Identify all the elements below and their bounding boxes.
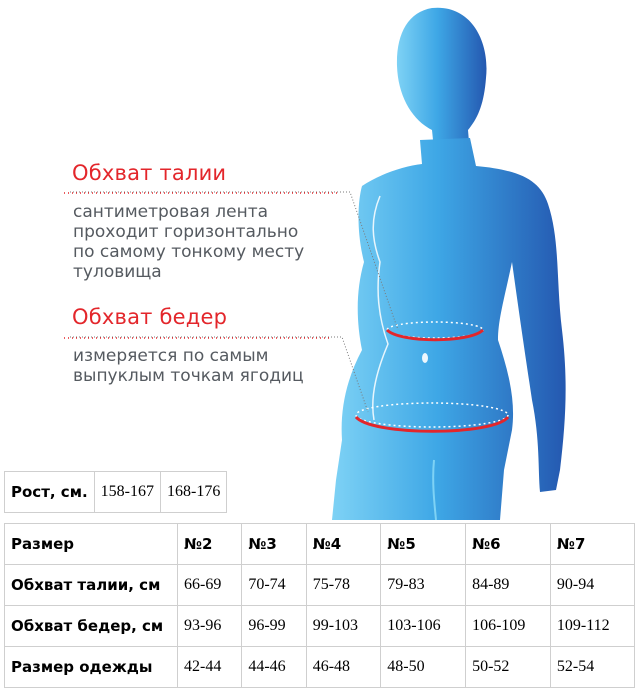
table-cell: 99-103 bbox=[306, 606, 381, 647]
table-cell: №5 bbox=[381, 524, 466, 565]
table-cell: 48-50 bbox=[381, 647, 466, 688]
waist-description-line: сантиметровая лента bbox=[73, 202, 269, 222]
head-shape bbox=[397, 8, 487, 160]
height-table bbox=[4, 471, 227, 513]
row-label: Обхват бедер, см bbox=[5, 606, 178, 647]
height-header: Рост, см. bbox=[5, 472, 95, 513]
table-row bbox=[5, 565, 635, 606]
waist-description-line: туловища bbox=[73, 262, 162, 282]
table-cell: 106-109 bbox=[466, 606, 551, 647]
table-cell: 50-52 bbox=[466, 647, 551, 688]
table-cell: 42-44 bbox=[178, 647, 242, 688]
waist-title: Обхват талии bbox=[72, 161, 227, 185]
waist-description-line: проходит горизонтально bbox=[73, 222, 299, 242]
table-cell: №7 bbox=[550, 524, 634, 565]
hips-title: Обхват бедер bbox=[72, 305, 228, 329]
torso-shape bbox=[332, 138, 566, 520]
table-cell: 96-99 bbox=[242, 606, 306, 647]
size-table bbox=[4, 523, 635, 688]
height-value: 158-167 bbox=[94, 472, 160, 513]
row-label: Размер bbox=[5, 524, 178, 565]
table-row bbox=[5, 524, 635, 565]
table-cell: 70-74 bbox=[242, 565, 306, 606]
waist-description bbox=[73, 202, 304, 282]
table-cell: №6 bbox=[466, 524, 551, 565]
table-cell: 75-78 bbox=[306, 565, 381, 606]
table-cell: 44-46 bbox=[242, 647, 306, 688]
hips-description-line: выпуклым точкам ягодиц bbox=[73, 366, 304, 386]
table-cell: 84-89 bbox=[466, 565, 551, 606]
height-value: 168-176 bbox=[160, 472, 226, 513]
table-cell: №3 bbox=[242, 524, 306, 565]
table-cell: 103-106 bbox=[381, 606, 466, 647]
table-cell: №2 bbox=[178, 524, 242, 565]
hips-description bbox=[73, 346, 304, 386]
table-cell: 90-94 bbox=[550, 565, 634, 606]
table-row bbox=[5, 647, 635, 688]
table-cell: 79-83 bbox=[381, 565, 466, 606]
row-label: Обхват талии, см bbox=[5, 565, 178, 606]
table-cell: 46-48 bbox=[306, 647, 381, 688]
table-row bbox=[5, 472, 227, 513]
row-label: Размер одежды bbox=[5, 647, 178, 688]
navel-mark bbox=[422, 353, 428, 363]
waist-description-line: по самому тонкому месту bbox=[73, 242, 305, 262]
table-cell: 93-96 bbox=[178, 606, 242, 647]
table-cell: 66-69 bbox=[178, 565, 242, 606]
table-cell: 52-54 bbox=[550, 647, 634, 688]
hips-description-line: измеряется по самым bbox=[73, 346, 269, 366]
table-cell: 109-112 bbox=[550, 606, 634, 647]
table-row bbox=[5, 606, 635, 647]
table-cell: №4 bbox=[306, 524, 381, 565]
